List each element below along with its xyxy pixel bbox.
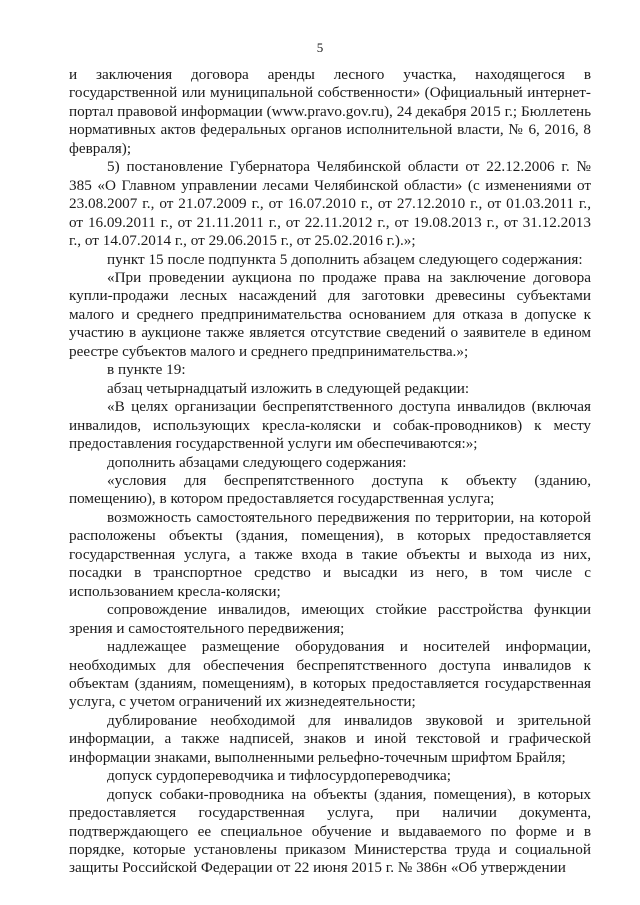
paragraph-accessibility-intro: «В целях организации беспрепятственного доступа инвалидов (включая инвалидов, использующих кресла-коляски и собак-проводников) к месту предоставления государственной услуги им обеспечиваются:»; bbox=[69, 398, 591, 453]
paragraph-information-duplication: дублирование необходимой для инвалидов звуковой и зрительной информации, а также надписей, знаков и иной текстовой и графической информации знаками, выполненными рельефно-точечным шрифтом Брайля; bbox=[69, 711, 591, 766]
paragraph-item-5-governor-resolution: 5) постановление Губернатора Челябинской области от 22.12.2006 г. № 385 «О Главном управлении лесами Челябинской области» (с изменениями от 23.08.2007 г., от 21.07.2009 г., от 16.07.2010 г., от 27.12.2010 г., от 01.03.2011 г., от 16.09.2011 г., от 21.11.2011 г., от 22.11.2012 г., от 19.08.2013 г., от 31.12.2013 г., от 14.07.2014 г., от 29.06.2015 г., от 25.02.2016 г.).»; bbox=[69, 158, 591, 250]
paragraph-point-15-instruction: пункт 15 после подпункта 5 дополнить абзацем следующего содержания: bbox=[107, 250, 583, 268]
paragraph-add-subclauses-instruction: дополнить абзацами следующего содержания: bbox=[107, 453, 407, 471]
paragraph-escort-disabled: сопровождение инвалидов, имеющих стойкие расстройства функции зрения и самостоятельного передвижения; bbox=[69, 601, 591, 637]
paragraph-fourteenth-subclause-instruction: абзац четырнадцатый изложить в следующей редакции: bbox=[107, 379, 470, 397]
paragraph-guide-dog-admission: допуск собаки-проводника на объекты (здания, помещения), в которых предоставляется государственная услуга, при наличии документа, подтверждающего ее специальное обучение и выдаваемого по форме и в порядке, которые установлены приказом Министерства труда и социальной защиты Российской Федерации от 22 июня 2015 г. № 386н «Об утверждении bbox=[69, 785, 591, 877]
paragraph-point-19-heading: в пункте 19: bbox=[107, 361, 186, 379]
page-number: 5 bbox=[316, 40, 324, 55]
paragraph-continuation: и заключения договора аренды лесного участка, находящегося в государственной или муниципальной собственности» (Официальный интернет-портал правовой информации (www.pravo.gov.ru), 24 декабря 2015 г.; Бюллетень нормативных актов федеральных органов исполнительной власти, № 6, 2016, 8 февраля); bbox=[69, 66, 591, 157]
paragraph-auction-clause: «При проведении аукциона по продаже права на заключение договора купли-продажи лесных насаждений для заготовки древесины субъектами малого и среднего предпринимательства основанием для отказа в допуске к участию в аукционе также является отсутствие сведений о заявителе в едином реестре субъектов малого и среднего предпринимательства.»; bbox=[69, 268, 591, 360]
paragraph-sign-language-interpreter: допуск сурдопереводчика и тифлосурдопереводчика; bbox=[107, 767, 451, 785]
paragraph-access-conditions: «условия для беспрепятственного доступа к объекту (зданию, помещению), в котором предоставляется государственная услуга; bbox=[69, 471, 591, 508]
document-body bbox=[69, 66, 591, 878]
paragraph-independent-movement: возможность самостоятельного передвижения по территории, на которой расположены объекты (здания, помещения), в которых предоставляется государственная услуга, а также входа в такие объекты и выхода из них, посадки в транспортное средство и высадки из него, в том числе с использованием кресла-коляски; bbox=[69, 508, 591, 600]
paragraph-equipment-placement: надлежащее размещение оборудования и носителей информации, необходимых для обеспечения беспрепятственного доступа инвалидов к объектам (зданиям, помещениям), в которых предоставляется государственная услуга, с учетом ограничений их жизнедеятельности; bbox=[69, 638, 591, 711]
